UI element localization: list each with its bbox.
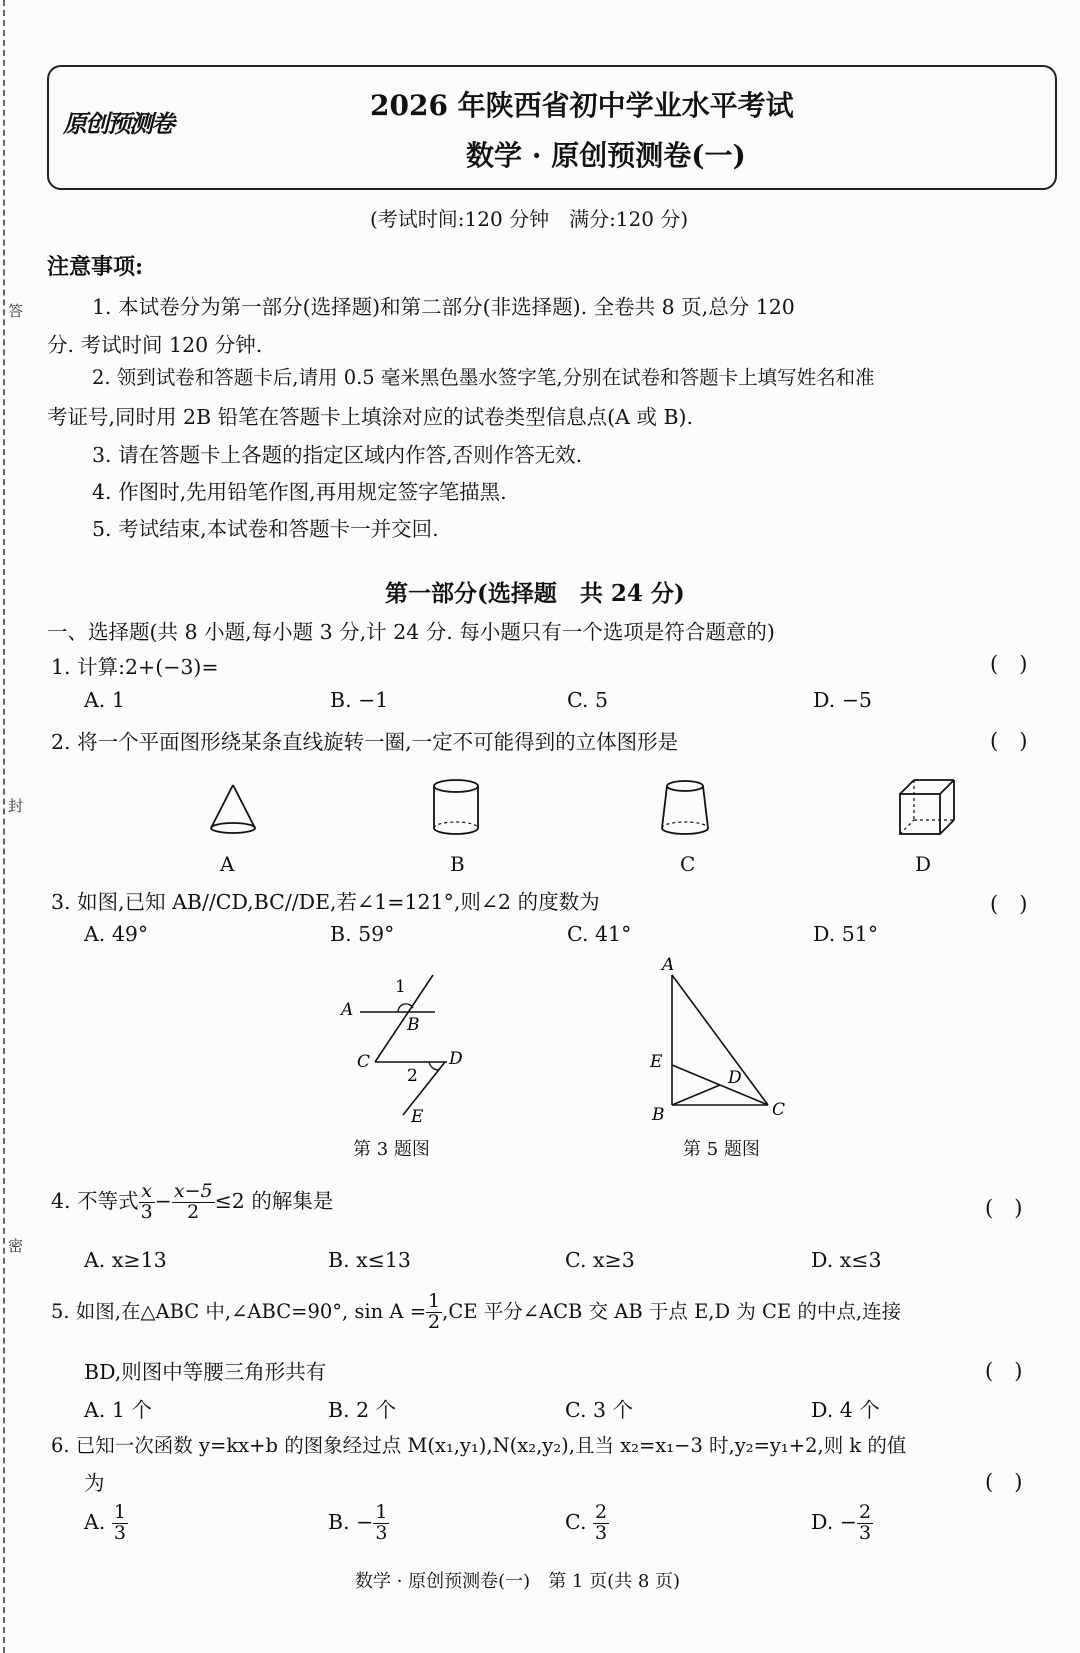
q3-option-d: D. 51° [813,922,879,946]
q5-stem-line2: BD,则图中等腰三角形共有 [84,1360,327,1384]
exam-title: 2026 年陕西省初中学业水平考试 [370,89,794,122]
q4-frac2-den: 2 [187,1200,200,1223]
fig3-label-e: E [411,1107,424,1127]
fig5-label-a: A [662,955,675,975]
q2-label-b: B [450,852,465,876]
q5-option-d: D. 4 个 [811,1398,880,1422]
q6-option-d-sign: − [839,1509,857,1534]
section1-instruction: 一、选择题(共 8 小题,每小题 3 分,计 24 分. 每小题只有一个选项是符合题意的) [47,620,775,644]
q1-option-c: C. 5 [567,688,609,712]
q6-option-d-den: 3 [858,1521,872,1544]
q6-option-c-den: 3 [595,1521,608,1544]
q3-stem: 3. 如图,已知 AB//CD,BC//DE,若∠1=121°,则∠2 的度数为 [51,890,600,914]
q6-option-b-sign: − [356,1509,374,1534]
q6-option-c [565,1503,609,1544]
q2-stem: 2. 将一个平面图形绕某条直线旋转一圈,一定不可能得到的立体图形是 [51,730,679,754]
q5-stem-pre: 5. 如图,在△ABC 中,∠ABC=90°, sin A = [51,1299,427,1323]
q6-option-b-num: 1 [375,1501,388,1523]
fig5-diagram [650,955,800,1130]
fig3-diagram [335,970,475,1130]
q6-answer-paren: ( ) [985,1470,1023,1494]
notice-line-6: 4. 作图时,先用铅笔作图,再用规定签字笔描黑. [92,480,507,504]
q4-frac2-num: x−5 [173,1180,213,1202]
q4-answer-paren: ( ) [985,1196,1023,1220]
q2-cone-figure [205,780,265,840]
q3-option-c: C. 41° [567,922,632,946]
q6-option-b-label: B. [328,1509,350,1534]
q6-option-c-num: 2 [595,1501,608,1523]
fig5-label-b: B [652,1105,665,1125]
notice-line-7: 5. 考试结束,本试卷和答题卡一并交回. [92,517,439,541]
notice-line-3: 2. 领到试卷和答题卡后,请用 0.5 毫米黑色墨水签字笔,分别在试卷和答题卡上填写姓名和准 [92,366,875,389]
q4-stem-post: ≤2 的解集是 [214,1188,334,1213]
q1-stem: 1. 计算:2+(−3)= [51,655,219,679]
q6-option-b-den: 3 [375,1521,388,1544]
q5-stem [51,1292,901,1333]
q6-stem: 6. 已知一次函数 y=kx+b 的图象经过点 M(x₁,y₁),N(x₂,y₂),且当 x₂=x₁−3 时,y₂=y₁+2,则 k 的值 [51,1434,907,1457]
fig3-label-1: 1 [395,977,406,997]
q2-label-c: C [680,852,696,876]
fig5-label-c: C [772,1100,786,1120]
margin-char-da: 答 [8,302,24,320]
q6-option-d [811,1503,873,1544]
q5-frac-den: 2 [428,1310,441,1333]
q1-option-b: B. −1 [330,688,389,712]
fig5-caption: 第 5 题图 [683,1139,760,1160]
q5-option-a: A. 1 个 [84,1398,152,1422]
q4-frac1-num: x [139,1182,155,1203]
q4-stem-pre: 4. 不等式 [51,1188,139,1213]
brand-logo: 原创预测卷 [63,110,173,138]
fig3-caption: 第 3 题图 [353,1139,430,1160]
q3-option-b: B. 59° [330,922,395,946]
q6-option-c-label: C. [565,1509,587,1534]
q6-option-b [328,1503,389,1544]
q6-option-d-label: D. [811,1509,834,1534]
q4-frac1-den: 3 [140,1200,153,1223]
q4-minus: − [154,1188,172,1213]
fig3-label-c: C [357,1052,371,1072]
q1-answer-paren: ( ) [990,652,1028,676]
q5-frac-num: 1 [428,1290,441,1312]
notice-line-2: 分. 考试时间 120 分钟. [47,333,263,357]
q1-option-a: A. 1 [84,688,125,712]
margin-char-mi: 密 [8,1237,24,1255]
q6-option-c-fraction [593,1503,609,1544]
q3-answer-paren: ( ) [990,892,1028,916]
q4-option-c: C. x≥3 [565,1248,635,1272]
q2-answer-paren: ( ) [990,729,1028,753]
q2-cube-figure [898,778,968,843]
q2-label-d: D [915,852,932,876]
q5-fraction [426,1292,442,1333]
q4-option-a: A. x≥13 [84,1248,167,1272]
fig3-label-a: A [341,1000,354,1020]
q6-option-a-den: 3 [113,1521,126,1544]
q4-stem [51,1182,333,1223]
q6-option-d-num: 2 [858,1501,872,1523]
q6-option-a-label: A. [84,1509,106,1534]
q2-frustum-figure [660,778,720,843]
notice-title: 注意事项: [47,254,144,280]
section1-title: 第一部分(选择题 共 24 分) [385,580,685,607]
q5-option-b: B. 2 个 [328,1398,397,1422]
fig5-label-d: D [728,1068,742,1088]
q6-option-a-fraction [112,1503,128,1544]
q6-option-b-fraction [373,1503,389,1544]
q4-fraction-2 [172,1182,215,1223]
notice-line-5: 3. 请在答题卡上各题的指定区域内作答,否则作答无效. [92,443,583,467]
notice-line-1: 1. 本试卷分为第一部分(选择题)和第二部分(非选择题). 全卷共 8 页,总分 120 [92,295,795,319]
fig3-label-d: D [449,1049,463,1069]
q6-stem-line2: 为 [84,1471,105,1495]
fig3-label-b: B [407,1015,420,1035]
q4-option-d: D. x≤3 [811,1248,882,1272]
q5-option-c: C. 3 个 [565,1398,634,1422]
q5-stem-post: ,CE 平分∠ACB 交 AB 于点 E,D 为 CE 的中点,连接 [442,1299,902,1323]
q6-option-a [84,1503,128,1544]
fig3-label-2: 2 [407,1066,418,1086]
q6-option-a-num: 1 [113,1501,126,1523]
margin-char-feng: 封 [8,797,24,815]
exam-info: (考试时间:120 分钟 满分:120 分) [370,207,689,231]
q4-fraction-1 [139,1182,155,1223]
page-footer: 数学 · 原创预测卷(一) 第 1 页(共 8 页) [355,1571,681,1592]
exam-subtitle: 数学 · 原创预测卷(一) [466,139,746,172]
fig5-label-e: E [650,1052,663,1072]
q2-cylinder-figure [432,778,492,843]
q4-option-b: B. x≤13 [328,1248,411,1272]
q2-label-a: A [220,852,235,876]
notice-line-4: 考证号,同时用 2B 铅笔在答题卡上填涂对应的试卷类型信息点(A 或 B). [47,405,694,429]
q1-option-d: D. −5 [813,688,872,712]
binding-dashed-line [3,0,5,1653]
q6-option-d-fraction [857,1503,873,1544]
q3-option-a: A. 49° [84,922,149,946]
q5-answer-paren: ( ) [985,1359,1023,1383]
